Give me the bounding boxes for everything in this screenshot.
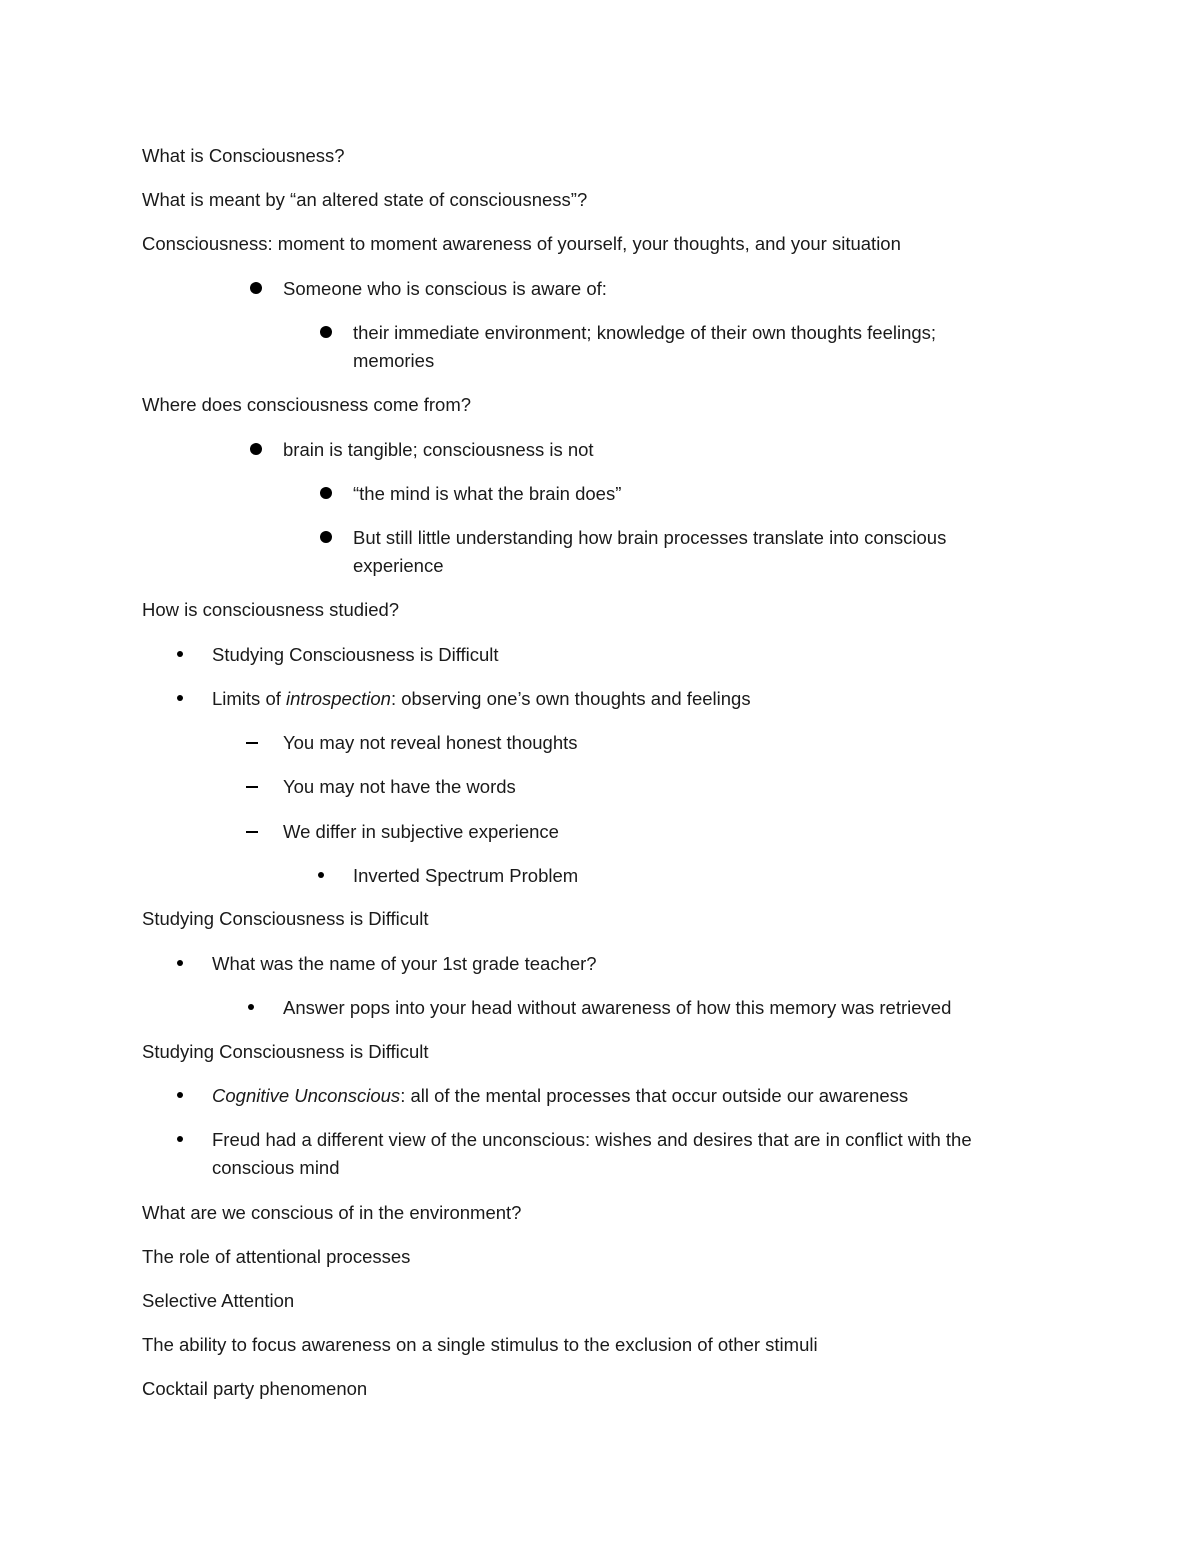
text-segment: : observing one’s own thoughts and feelings bbox=[390, 688, 751, 709]
en-dash-bullet-icon bbox=[246, 742, 258, 744]
list-item: You may not have the words bbox=[283, 776, 516, 797]
list-item: Answer pops into your head without awareness of how this memory was retrieved bbox=[283, 997, 952, 1018]
small-dot-bullet-icon bbox=[177, 1092, 183, 1098]
filled-circle-bullet-icon bbox=[250, 443, 262, 455]
list-item: Studying Consciousness is Difficult bbox=[212, 644, 499, 665]
en-dash-bullet-icon bbox=[246, 786, 258, 788]
small-dot-bullet-icon bbox=[177, 651, 183, 657]
definition-consciousness: Consciousness: moment to moment awareness of yourself, your thoughts, and your situation bbox=[142, 233, 901, 254]
text-segment: : all of the mental processes that occur outside our awareness bbox=[400, 1085, 909, 1106]
heading-studying-difficult: Studying Consciousness is Difficult bbox=[142, 908, 429, 929]
question-altered-state: What is meant by “an altered state of consciousness”? bbox=[142, 189, 588, 210]
list-item: We differ in subjective experience bbox=[283, 821, 559, 842]
heading-what-is-consciousness: What is Consciousness? bbox=[142, 145, 345, 166]
list-item: Freud had a different view of the unconscious: wishes and desires that are in conflict with the bbox=[212, 1129, 972, 1150]
filled-circle-bullet-icon bbox=[320, 326, 332, 338]
small-dot-bullet-icon bbox=[177, 1136, 183, 1142]
heading-how-studied: How is consciousness studied? bbox=[142, 599, 400, 620]
list-item: You may not reveal honest thoughts bbox=[283, 732, 578, 753]
italic-term: Cognitive Unconscious bbox=[212, 1085, 401, 1106]
list-item: Inverted Spectrum Problem bbox=[353, 865, 579, 886]
small-dot-bullet-icon bbox=[318, 872, 324, 878]
list-item-continuation: conscious mind bbox=[212, 1157, 340, 1178]
list-item-introspection bbox=[212, 685, 751, 713]
list-item-continuation: memories bbox=[353, 350, 435, 371]
heading-studying-difficult: Studying Consciousness is Difficult bbox=[142, 1041, 429, 1062]
list-item-continuation: experience bbox=[353, 555, 444, 576]
en-dash-bullet-icon bbox=[246, 831, 258, 833]
heading-conscious-environment: What are we conscious of in the environment? bbox=[142, 1202, 522, 1223]
filled-circle-bullet-icon bbox=[250, 282, 262, 294]
list-item: their immediate environment; knowledge of their own thoughts feelings; bbox=[353, 322, 937, 343]
heading-selective-attention: Selective Attention bbox=[142, 1290, 295, 1311]
list-item: What was the name of your 1st grade teacher? bbox=[212, 953, 597, 974]
italic-term: introspection bbox=[286, 688, 391, 709]
list-item: But still little understanding how brain processes translate into conscious bbox=[353, 527, 947, 548]
definition-selective-attention: The ability to focus awareness on a single stimulus to the exclusion of other stimuli bbox=[142, 1334, 818, 1355]
list-item: brain is tangible; consciousness is not bbox=[283, 439, 594, 460]
heading-cocktail-party: Cocktail party phenomenon bbox=[142, 1378, 368, 1399]
small-dot-bullet-icon bbox=[177, 960, 183, 966]
list-item: Someone who is conscious is aware of: bbox=[283, 278, 607, 299]
text-segment: Limits of bbox=[212, 688, 287, 709]
filled-circle-bullet-icon bbox=[320, 531, 332, 543]
filled-circle-bullet-icon bbox=[320, 487, 332, 499]
small-dot-bullet-icon bbox=[248, 1004, 254, 1010]
heading-attentional-processes: The role of attentional processes bbox=[142, 1246, 411, 1267]
heading-where-from: Where does consciousness come from? bbox=[142, 394, 472, 415]
list-item-cognitive-unconscious bbox=[212, 1082, 908, 1110]
small-dot-bullet-icon bbox=[177, 695, 183, 701]
list-item: “the mind is what the brain does” bbox=[353, 483, 622, 504]
